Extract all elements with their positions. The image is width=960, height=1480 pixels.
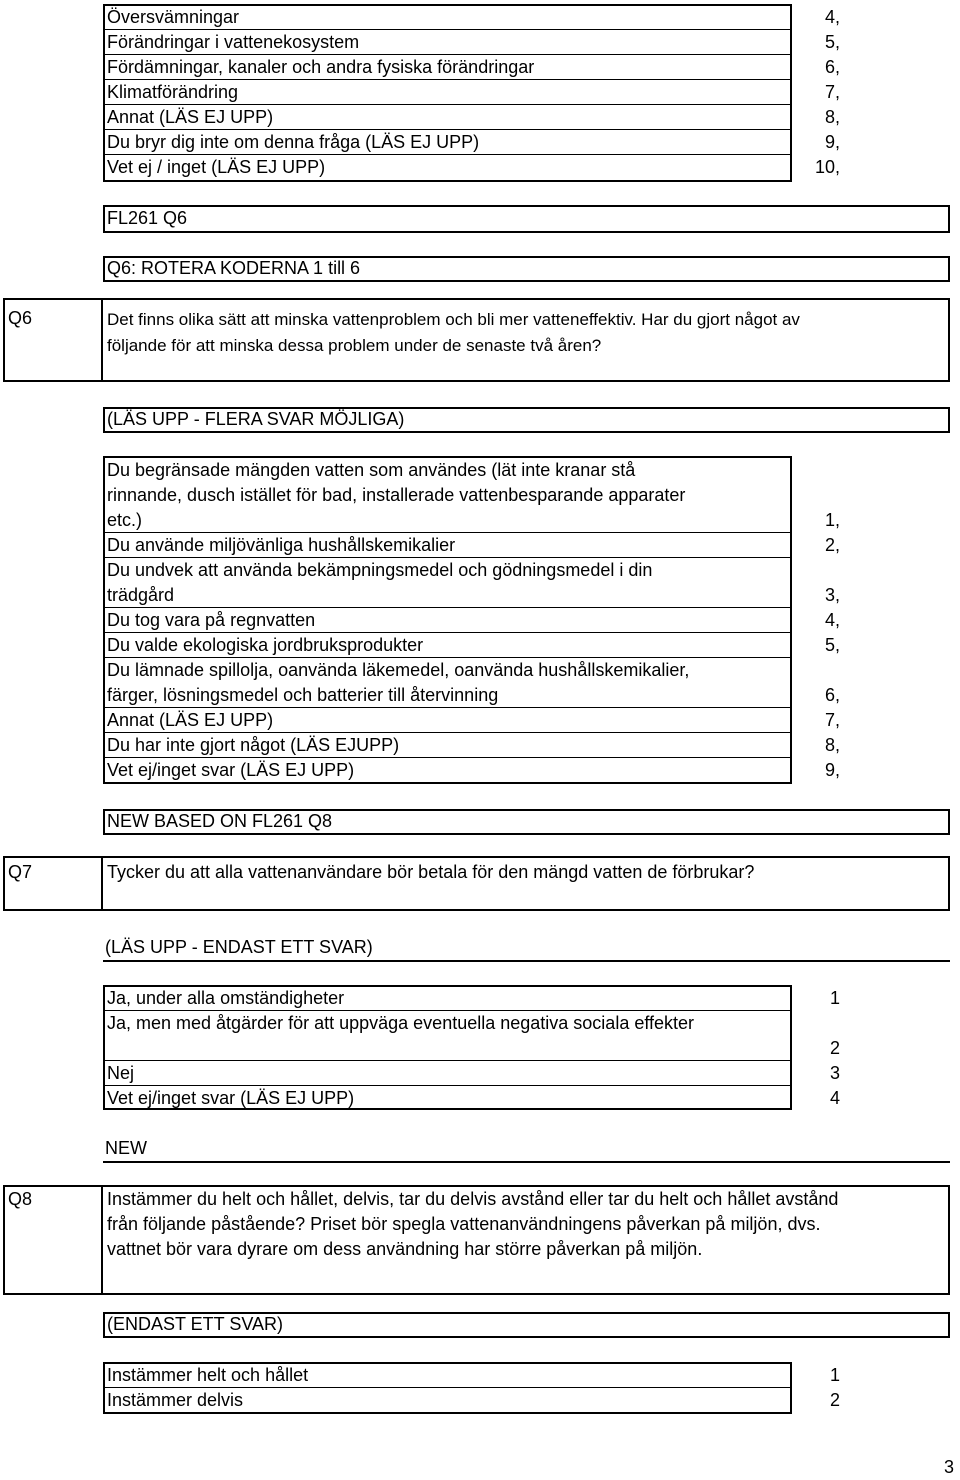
- top-option-code: 10,: [814, 157, 840, 177]
- top-option-label: Annat (LÄS EJ UPP): [107, 107, 274, 127]
- q8-source-underline: [103, 1161, 950, 1163]
- q6-option-label: Du begränsade mängden vatten som användes (lät inte kranar stå: [107, 460, 636, 480]
- q7-option-code: 3: [829, 1063, 840, 1083]
- q7-instruction-underline: [103, 960, 950, 962]
- top-option-label: Översvämningar: [107, 7, 240, 27]
- q6-option-label: Vet ej/inget svar (LÄS EJ UPP): [107, 760, 355, 780]
- page-number: 3: [944, 1457, 955, 1477]
- q7-instruction: (LÄS UPP - ENDAST ETT SVAR): [105, 937, 373, 957]
- q6-option-code: 4,: [824, 610, 840, 630]
- q7-option-code: 1: [829, 988, 840, 1008]
- q6-option-label: trädgård: [107, 585, 175, 605]
- top-option-code: 8,: [824, 107, 840, 127]
- q6-option-code: 5,: [824, 635, 840, 655]
- q6-option-label: Du undvek att använda bekämpningsmedel och gödningsmedel i din: [107, 560, 653, 580]
- q7-option-label: Vet ej/inget svar (LÄS EJ UPP): [107, 1088, 355, 1108]
- q6-option-label: Du använde miljövänliga hushållskemikalier: [107, 535, 456, 555]
- q7-option-code: 2: [829, 1038, 840, 1058]
- q6-instruction: (LÄS UPP - FLERA SVAR MÖJLIGA): [107, 409, 405, 429]
- q7-option-label: Ja, men med åtgärder för att uppväga eventuella negativa sociala effekter: [107, 1013, 695, 1033]
- q7-option-row: [105, 1060, 790, 1061]
- q6-option-code: 8,: [824, 735, 840, 755]
- q6-option-label: Du valde ekologiska jordbruksprodukter: [107, 635, 424, 655]
- q6-rotate-instruction: Q6: ROTERA KODERNA 1 till 6: [107, 258, 361, 278]
- q8-option-code: 1: [829, 1365, 840, 1385]
- top-option-code: 6,: [824, 57, 840, 77]
- q8-divider: [101, 1185, 103, 1295]
- top-option-label: Fördämningar, kanaler och andra fysiska förändringar: [107, 57, 535, 77]
- q8-source: NEW: [105, 1138, 147, 1158]
- q6-option-label: etc.): [107, 510, 143, 530]
- q6-option-code: 3,: [824, 585, 840, 605]
- q6-option-label: rinnande, dusch istället för bad, installerade vattenbesparande apparater: [107, 485, 686, 505]
- top-option-label: Klimatförändring: [107, 82, 239, 102]
- q6-option-code: 7,: [824, 710, 840, 730]
- q6-source-box: [103, 205, 950, 233]
- q8-instruction: (ENDAST ETT SVAR): [107, 1314, 284, 1334]
- top-option-code: 9,: [824, 132, 840, 152]
- q6-option-label: Du tog vara på regnvatten: [107, 610, 316, 630]
- q6-option-label: färger, lösningsmedel och batterier till återvinning: [107, 685, 499, 705]
- q6-option-code: 2,: [824, 535, 840, 555]
- q8-option-label: Instämmer delvis: [107, 1390, 244, 1410]
- top-option-label: Du bryr dig inte om denna fråga (LÄS EJ UPP): [107, 132, 480, 152]
- q6-option-code: 9,: [824, 760, 840, 780]
- top-option-label: Vet ej / inget (LÄS EJ UPP): [107, 157, 326, 177]
- q8-label: Q8: [8, 1189, 33, 1209]
- q8-question-line2: från följande påstående? Priset bör spegla vattenanvändningens påverkan på miljön, dvs.: [107, 1214, 821, 1234]
- q7-source: NEW BASED ON FL261 Q8: [107, 811, 333, 831]
- q6-source: FL261 Q6: [107, 208, 188, 228]
- q7-divider: [101, 856, 103, 911]
- q8-question-line3: vattnet bör vara dyrare om dess användning har större påverkan på miljön.: [107, 1239, 703, 1259]
- q7-option-label: Ja, under alla omständigheter: [107, 988, 345, 1008]
- q6-divider: [101, 298, 103, 382]
- top-option-code: 5,: [824, 32, 840, 52]
- q6-option-label: Du lämnade spillolja, oanvända läkemedel, oanvända hushållskemikalier,: [107, 660, 690, 680]
- q7-option-code: 4: [829, 1088, 840, 1108]
- q8-option-code: 2: [829, 1390, 840, 1410]
- q6-question-line2: följande för att minska dessa problem under de senaste två åren?: [107, 336, 602, 355]
- q8-question-line1: Instämmer du helt och hållet, delvis, tar du delvis avstånd eller tar du helt och hållet avstånd: [107, 1189, 839, 1209]
- top-option-label: Förändringar i vattenekosystem: [107, 32, 360, 52]
- top-option-code: 4,: [824, 7, 840, 27]
- top-option-code: 7,: [824, 82, 840, 102]
- q6-option-label: Annat (LÄS EJ UPP): [107, 710, 274, 730]
- q7-label: Q7: [8, 862, 33, 882]
- q8-option-label: Instämmer helt och hållet: [107, 1365, 309, 1385]
- q6-option-code: 6,: [824, 685, 840, 705]
- q7-question: Tycker du att alla vattenanvändare bör betala för den mängd vatten de förbrukar?: [107, 862, 755, 882]
- q6-label: Q6: [8, 308, 33, 328]
- q6-option-code: 1,: [824, 510, 840, 530]
- q6-option-label: Du har inte gjort något (LÄS EJUPP): [107, 735, 400, 755]
- q7-option-label: Nej: [107, 1063, 135, 1083]
- q6-question-line1: Det finns olika sätt att minska vattenproblem och bli mer vatteneffektiv. Har du gjort något av: [107, 310, 800, 329]
